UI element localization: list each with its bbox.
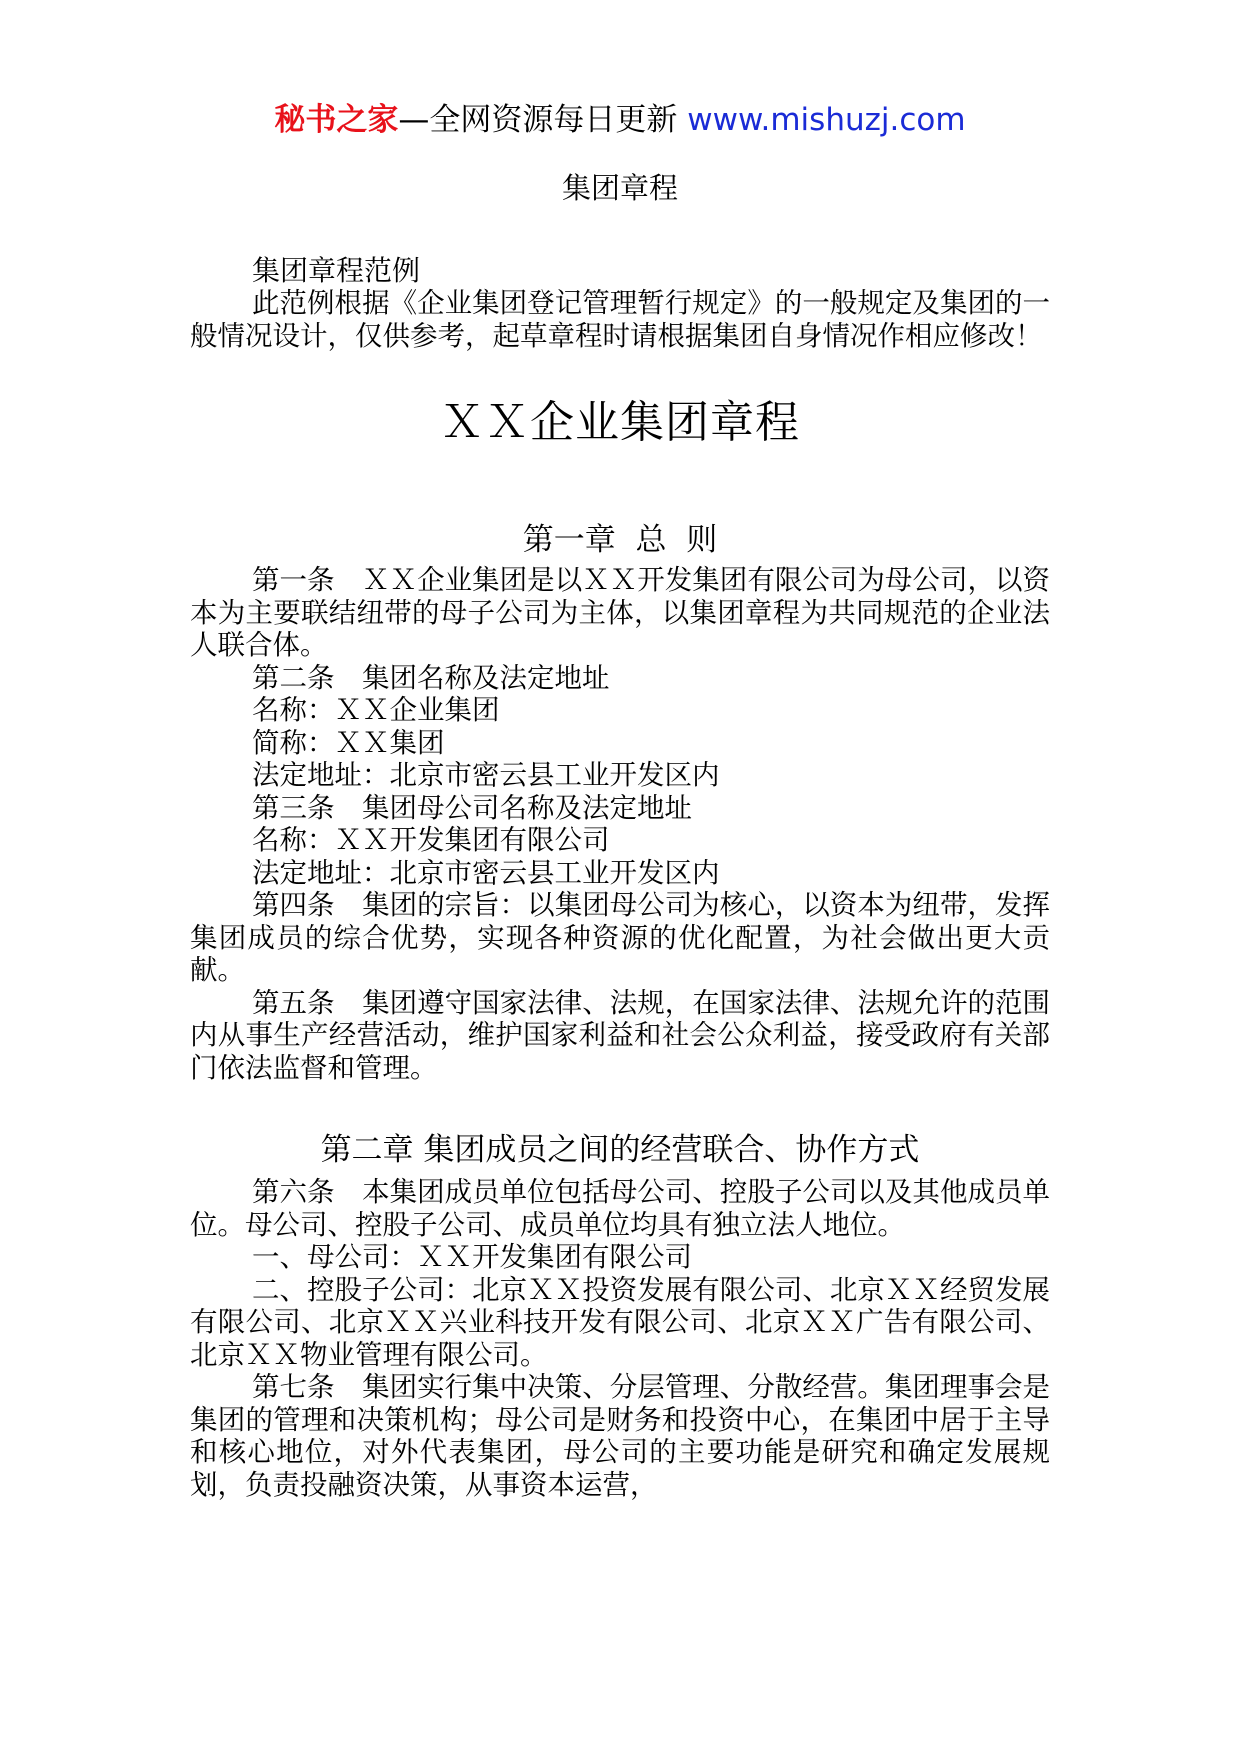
article-4: 第四条 集团的宗旨：以集团母公司为核心，以资本为纽带，发挥集团成员的综合优势，实现各种资源的优化配置，为社会做出更大贡献。 bbox=[190, 889, 1050, 986]
chapter-1-heading: 第一章 总 则 bbox=[522, 522, 718, 558]
group-name: 名称：ＸＸ企业集团 bbox=[252, 694, 500, 726]
example-heading: 集团章程范例 bbox=[252, 254, 421, 287]
chapter-2-heading: 第二章 集团成员之间的经营联合、协作方式 bbox=[320, 1132, 920, 1168]
document-body bbox=[190, 255, 1050, 1501]
parent-company-address: 法定地址：北京市密云县工业开发区内 bbox=[252, 856, 720, 889]
article-5: 第五条 集团遵守国家法律、法规，在国家法律、法规允许的范围内从事生产经营活动，维护国家利益和社会公众利益，接受政府有关部门依法监督和管理。 bbox=[190, 986, 1050, 1084]
banner-tagline: —全网资源每日更新 bbox=[398, 102, 678, 138]
article-6: 第六条 本集团成员单位包括母公司、控股子公司以及其他成员单位。母公司、控股子公司、成员单位均具有独立法人地位。 bbox=[190, 1176, 1050, 1241]
group-short-name: 简称：ＸＸ集团 bbox=[252, 726, 445, 759]
intro-paragraph: 此范例根据《企业集团登记管理暂行规定》的一般规定及集团的一般情况设计，仅供参考，起草章程时请根据集团自身情况作相应修改！ bbox=[190, 287, 1050, 352]
article-7: 第七条 集团实行集中决策、分层管理、分散经营。集团理事会是集团的管理和决策机构；母公司是财务和投资中心，在集团中居于主导和核心地位，对外代表集团，母公司的主要功能是研究和确定发展规划，负责投融资决策，从事资本运营， bbox=[190, 1371, 1050, 1501]
header-banner bbox=[0, 100, 1240, 140]
charter-title: ＸＸ企业集团章程 bbox=[440, 397, 800, 448]
article-3: 第三条 集团母公司名称及法定地址 bbox=[252, 791, 692, 824]
document-title: 集团章程 bbox=[561, 171, 678, 205]
article-1: 第一条 ＸＸ企业集团是以ＸＸ开发集团有限公司为母公司，以资本为主要联结纽带的母子公司为主体，以集团章程为共同规范的企业法人联合体。 bbox=[190, 564, 1050, 661]
subsidiaries-item: 二、控股子公司：北京ＸＸ投资发展有限公司、北京ＸＸ经贸发展有限公司、北京ＸＸ兴业科技开发有限公司、北京ＸＸ广告有限公司、北京ＸＸ物业管理有限公司。 bbox=[190, 1273, 1050, 1371]
parent-company-item: 一、母公司：ＸＸ开发集团有限公司 bbox=[252, 1241, 692, 1273]
website-link[interactable]: www.mishuzj.com bbox=[687, 102, 966, 138]
group-address: 法定地址：北京市密云县工业开发区内 bbox=[252, 759, 720, 791]
parent-company-name: 名称：ＸＸ开发集团有限公司 bbox=[252, 824, 610, 856]
brand-name: 秘书之家 bbox=[274, 102, 399, 138]
article-2: 第二条 集团名称及法定地址 bbox=[252, 661, 610, 694]
